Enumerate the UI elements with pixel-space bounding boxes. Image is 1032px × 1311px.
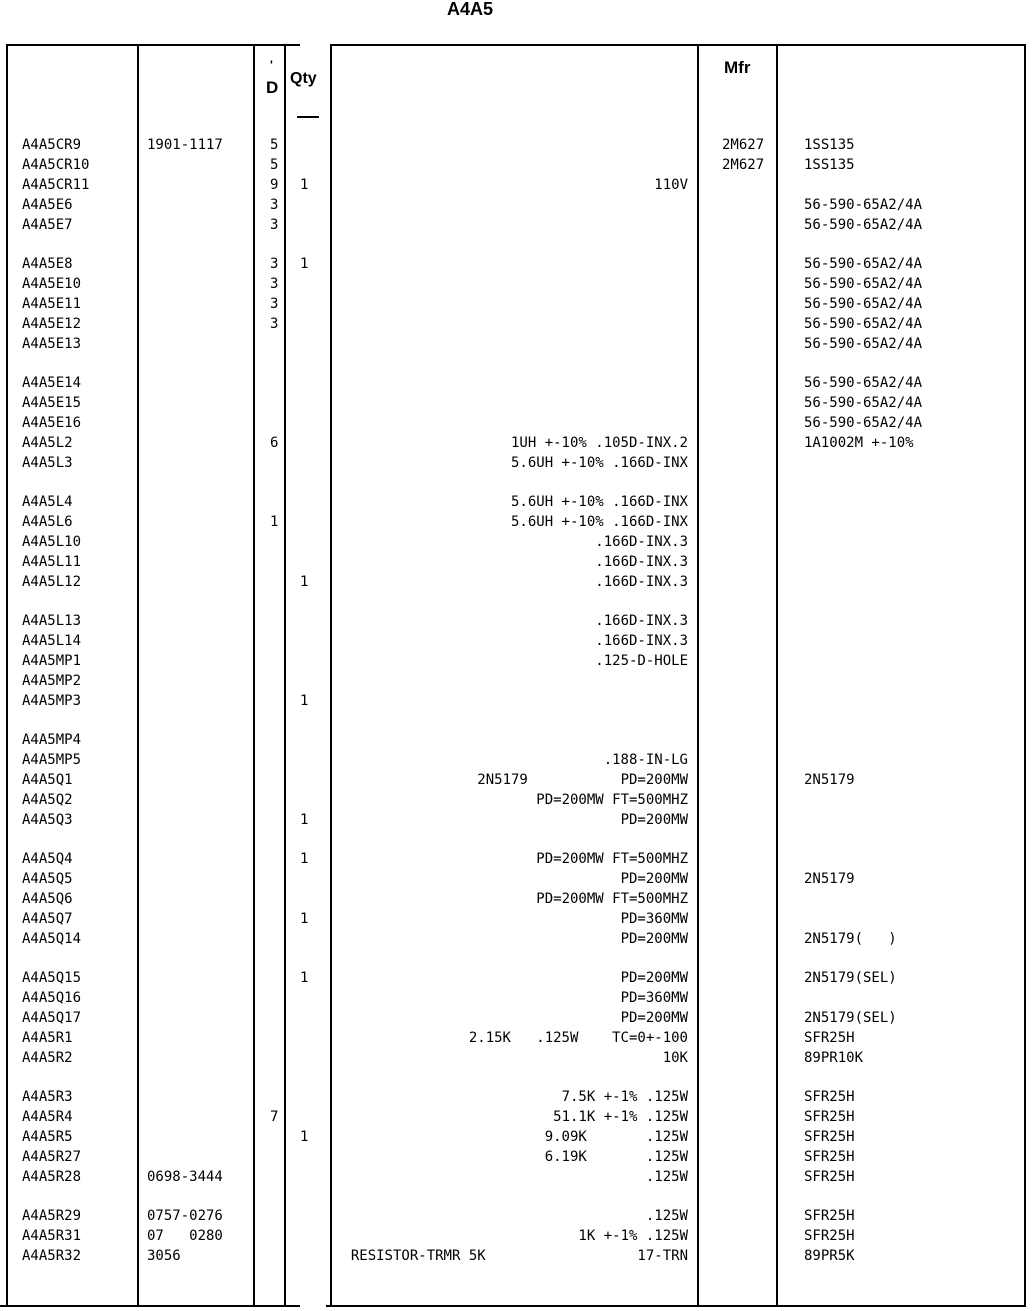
cell-mpart: 56-590-65A2/4A: [804, 395, 923, 411]
cell-mpart: SFR25H: [804, 1149, 855, 1165]
cell-ref: A4A5MP1: [22, 653, 82, 669]
cell-mpart: SFR25H: [804, 1228, 855, 1244]
cell-ref: A4A5R1: [22, 1030, 73, 1046]
bottom-rule-right: [326, 1305, 1026, 1307]
cell-desc: 6.19K .125W: [544, 1149, 688, 1165]
cell-mpart: SFR25H: [804, 1129, 855, 1145]
cell-cd: 3: [270, 316, 279, 332]
cell-ref: A4A5L6: [22, 514, 73, 530]
cell-desc: PD=200MW: [620, 1010, 688, 1026]
cell-cd: 6: [270, 435, 279, 451]
cell-ref: A4A5R27: [22, 1149, 82, 1165]
cell-ref: A4A5MP5: [22, 752, 82, 768]
cell-desc: PD=200MW FT=500MHZ: [536, 891, 688, 907]
cell-ref: A4A5MP3: [22, 693, 82, 709]
cell-qty: 1: [300, 574, 309, 590]
cell-ref: A4A5R2: [22, 1050, 73, 1066]
cell-part: 1901-1117: [147, 137, 223, 153]
cell-qty: 1: [300, 256, 309, 272]
cell-desc: 51.1K +-1% .125W: [553, 1109, 688, 1125]
cell-desc: 2N5179 PD=200MW: [477, 772, 688, 788]
cell-ref: A4A5E7: [22, 217, 73, 233]
cell-part: 3056: [147, 1248, 181, 1264]
cell-qty: 1: [300, 911, 309, 927]
cell-desc: 1UH +-10% .105D-INX.2: [510, 435, 688, 451]
cell-ref: A4A5R5: [22, 1129, 73, 1145]
cell-part: 0757-0276: [147, 1208, 223, 1224]
cell-ref: A4A5L13: [22, 613, 82, 629]
cell-mpart: SFR25H: [804, 1089, 855, 1105]
cell-ref: A4A5R29: [22, 1208, 82, 1224]
col-rule-5: [330, 44, 332, 1307]
cell-cd: 1: [270, 514, 279, 530]
cell-ref: A4A5L12: [22, 574, 82, 590]
qty-underline: [297, 116, 319, 118]
cell-cd: 3: [270, 296, 279, 312]
cell-mpart: 56-590-65A2/4A: [804, 296, 923, 312]
cell-ref: A4A5L11: [22, 554, 82, 570]
cell-ref: A4A5Q1: [22, 772, 73, 788]
col-rule-8: [1024, 44, 1026, 1307]
cell-desc: .166D-INX.3: [595, 574, 688, 590]
cell-mpart: 56-590-65A2/4A: [804, 217, 923, 233]
cell-ref: A4A5R28: [22, 1169, 82, 1185]
header-qty: Qty: [290, 70, 317, 87]
cell-ref: A4A5E12: [22, 316, 82, 332]
top-rule-left: [6, 44, 300, 46]
cell-mpart: 56-590-65A2/4A: [804, 316, 923, 332]
cell-ref: A4A5E14: [22, 375, 82, 391]
col-rule-1: [6, 44, 8, 1307]
cell-mpart: 2N5179: [804, 871, 855, 887]
cell-ref: A4A5Q5: [22, 871, 73, 887]
cell-qty: 1: [300, 1129, 309, 1145]
col-rule-7: [776, 44, 778, 1307]
cell-mpart: 89PR5K: [804, 1248, 855, 1264]
cell-ref: A4A5E15: [22, 395, 82, 411]
cell-ref: A4A5R4: [22, 1109, 73, 1125]
cell-mpart: SFR25H: [804, 1109, 855, 1125]
cell-ref: A4A5E11: [22, 296, 82, 312]
cell-desc: 110V: [654, 177, 688, 193]
header-d: D: [266, 78, 279, 97]
cell-qty: 1: [300, 970, 309, 986]
cell-cd: 9: [270, 177, 279, 193]
cell-mpart: 56-590-65A2/4A: [804, 197, 923, 213]
cell-desc: .166D-INX.3: [595, 554, 688, 570]
cell-desc: 5.6UH +-10% .166D-INX: [510, 455, 688, 471]
cell-ref: A4A5Q17: [22, 1010, 82, 1026]
col-rule-6: [697, 44, 699, 1307]
cell-desc: .125W: [645, 1169, 688, 1185]
cell-mpart: 56-590-65A2/4A: [804, 375, 923, 391]
cell-ref: A4A5E10: [22, 276, 82, 292]
cell-cd: 3: [270, 217, 279, 233]
cell-ref: A4A5Q15: [22, 970, 82, 986]
col-rule-4: [284, 44, 286, 1307]
cell-mpart: 2N5179: [804, 772, 855, 788]
cell-mpart: 89PR10K: [804, 1050, 864, 1066]
bottom-rule-left: [0, 1305, 300, 1307]
cell-desc: PD=200MW: [620, 871, 688, 887]
cell-ref: A4A5L2: [22, 435, 73, 451]
cell-ref: A4A5Q4: [22, 851, 73, 867]
header-mfr: Mfr: [724, 58, 751, 77]
cell-desc: .125-D-HOLE: [595, 653, 688, 669]
cell-ref: A4A5MP2: [22, 673, 82, 689]
cell-mpart: 1A1002M +-10%: [804, 435, 914, 451]
cell-ref: A4A5Q7: [22, 911, 73, 927]
cell-mpart: 2N5179(SEL): [804, 970, 897, 986]
cell-mpart: 2N5179( ): [804, 931, 897, 947]
cell-desc: 10K: [662, 1050, 688, 1066]
cell-desc: .166D-INX.3: [595, 534, 688, 550]
cell-part: 07 0280: [147, 1228, 223, 1244]
cell-cd: 5: [270, 157, 279, 173]
cell-desc: .125W: [645, 1208, 688, 1224]
cell-ref: A4A5E16: [22, 415, 82, 431]
cell-mpart: 2N5179(SEL): [804, 1010, 897, 1026]
cell-mpart: 1SS135: [804, 157, 855, 173]
cell-mpart: SFR25H: [804, 1169, 855, 1185]
cell-desc: .166D-INX.3: [595, 613, 688, 629]
cell-qty: 1: [300, 812, 309, 828]
cell-desc: PD=360MW: [620, 911, 688, 927]
cell-mfr: 2M627: [722, 137, 765, 153]
cell-ref: A4A5Q6: [22, 891, 73, 907]
cell-ref: A4A5Q16: [22, 990, 82, 1006]
cell-desc: PD=360MW: [620, 990, 688, 1006]
col-rule-3: [253, 44, 255, 1307]
cell-cd: 5: [270, 137, 279, 153]
cell-ref: A4A5Q3: [22, 812, 73, 828]
cell-desc: RESISTOR-TRMR 5K 17-TRN: [350, 1248, 688, 1264]
cell-mpart: 56-590-65A2/4A: [804, 276, 923, 292]
cell-ref: A4A5L3: [22, 455, 73, 471]
cell-desc: 5.6UH +-10% .166D-INX: [510, 514, 688, 530]
cell-mpart: SFR25H: [804, 1030, 855, 1046]
cell-desc: 5.6UH +-10% .166D-INX: [510, 494, 688, 510]
cell-ref: A4A5E6: [22, 197, 73, 213]
cell-desc: PD=200MW: [620, 970, 688, 986]
cell-desc: 2.15K .125W TC=0+-100: [468, 1030, 688, 1046]
cell-desc: 9.09K .125W: [544, 1129, 688, 1145]
cell-desc: 1K +-1% .125W: [578, 1228, 688, 1244]
cell-cd: 3: [270, 256, 279, 272]
cell-ref: A4A5CR11: [22, 177, 90, 193]
cell-ref: A4A5MP4: [22, 732, 82, 748]
cell-mpart: 56-590-65A2/4A: [804, 415, 923, 431]
cell-ref: A4A5E13: [22, 336, 82, 352]
cell-ref: A4A5R32: [22, 1248, 82, 1264]
cell-part: 0698-3444: [147, 1169, 223, 1185]
cell-ref: A4A5E8: [22, 256, 73, 272]
cell-ref: A4A5Q14: [22, 931, 82, 947]
cell-mpart: 56-590-65A2/4A: [804, 256, 923, 272]
cell-desc: PD=200MW FT=500MHZ: [536, 792, 688, 808]
cell-qty: 1: [300, 851, 309, 867]
header-tick: ': [270, 58, 273, 72]
cell-cd: 3: [270, 276, 279, 292]
cell-desc: .166D-INX.3: [595, 633, 688, 649]
cell-mfr: 2M627: [722, 157, 765, 173]
cell-mpart: 1SS135: [804, 137, 855, 153]
cell-mpart: SFR25H: [804, 1208, 855, 1224]
cell-ref: A4A5L10: [22, 534, 82, 550]
cell-cd: 3: [270, 197, 279, 213]
cell-ref: A4A5CR9: [22, 137, 82, 153]
cell-ref: A4A5CR10: [22, 157, 90, 173]
cell-qty: 1: [300, 693, 309, 709]
cell-ref: A4A5L4: [22, 494, 73, 510]
cell-ref: A4A5L14: [22, 633, 82, 649]
cell-ref: A4A5Q2: [22, 792, 73, 808]
cell-ref: A4A5R3: [22, 1089, 73, 1105]
cell-desc: PD=200MW: [620, 812, 688, 828]
cell-ref: A4A5R31: [22, 1228, 82, 1244]
cell-desc: PD=200MW: [620, 931, 688, 947]
cell-desc: .188-IN-LG: [603, 752, 688, 768]
cell-cd: 7: [270, 1109, 279, 1125]
cell-mpart: 56-590-65A2/4A: [804, 336, 923, 352]
cell-qty: 1: [300, 177, 309, 193]
cell-desc: PD=200MW FT=500MHZ: [536, 851, 688, 867]
top-rule-right: [330, 44, 1026, 46]
cell-desc: 7.5K +-1% .125W: [561, 1089, 688, 1105]
col-rule-2: [137, 44, 139, 1307]
